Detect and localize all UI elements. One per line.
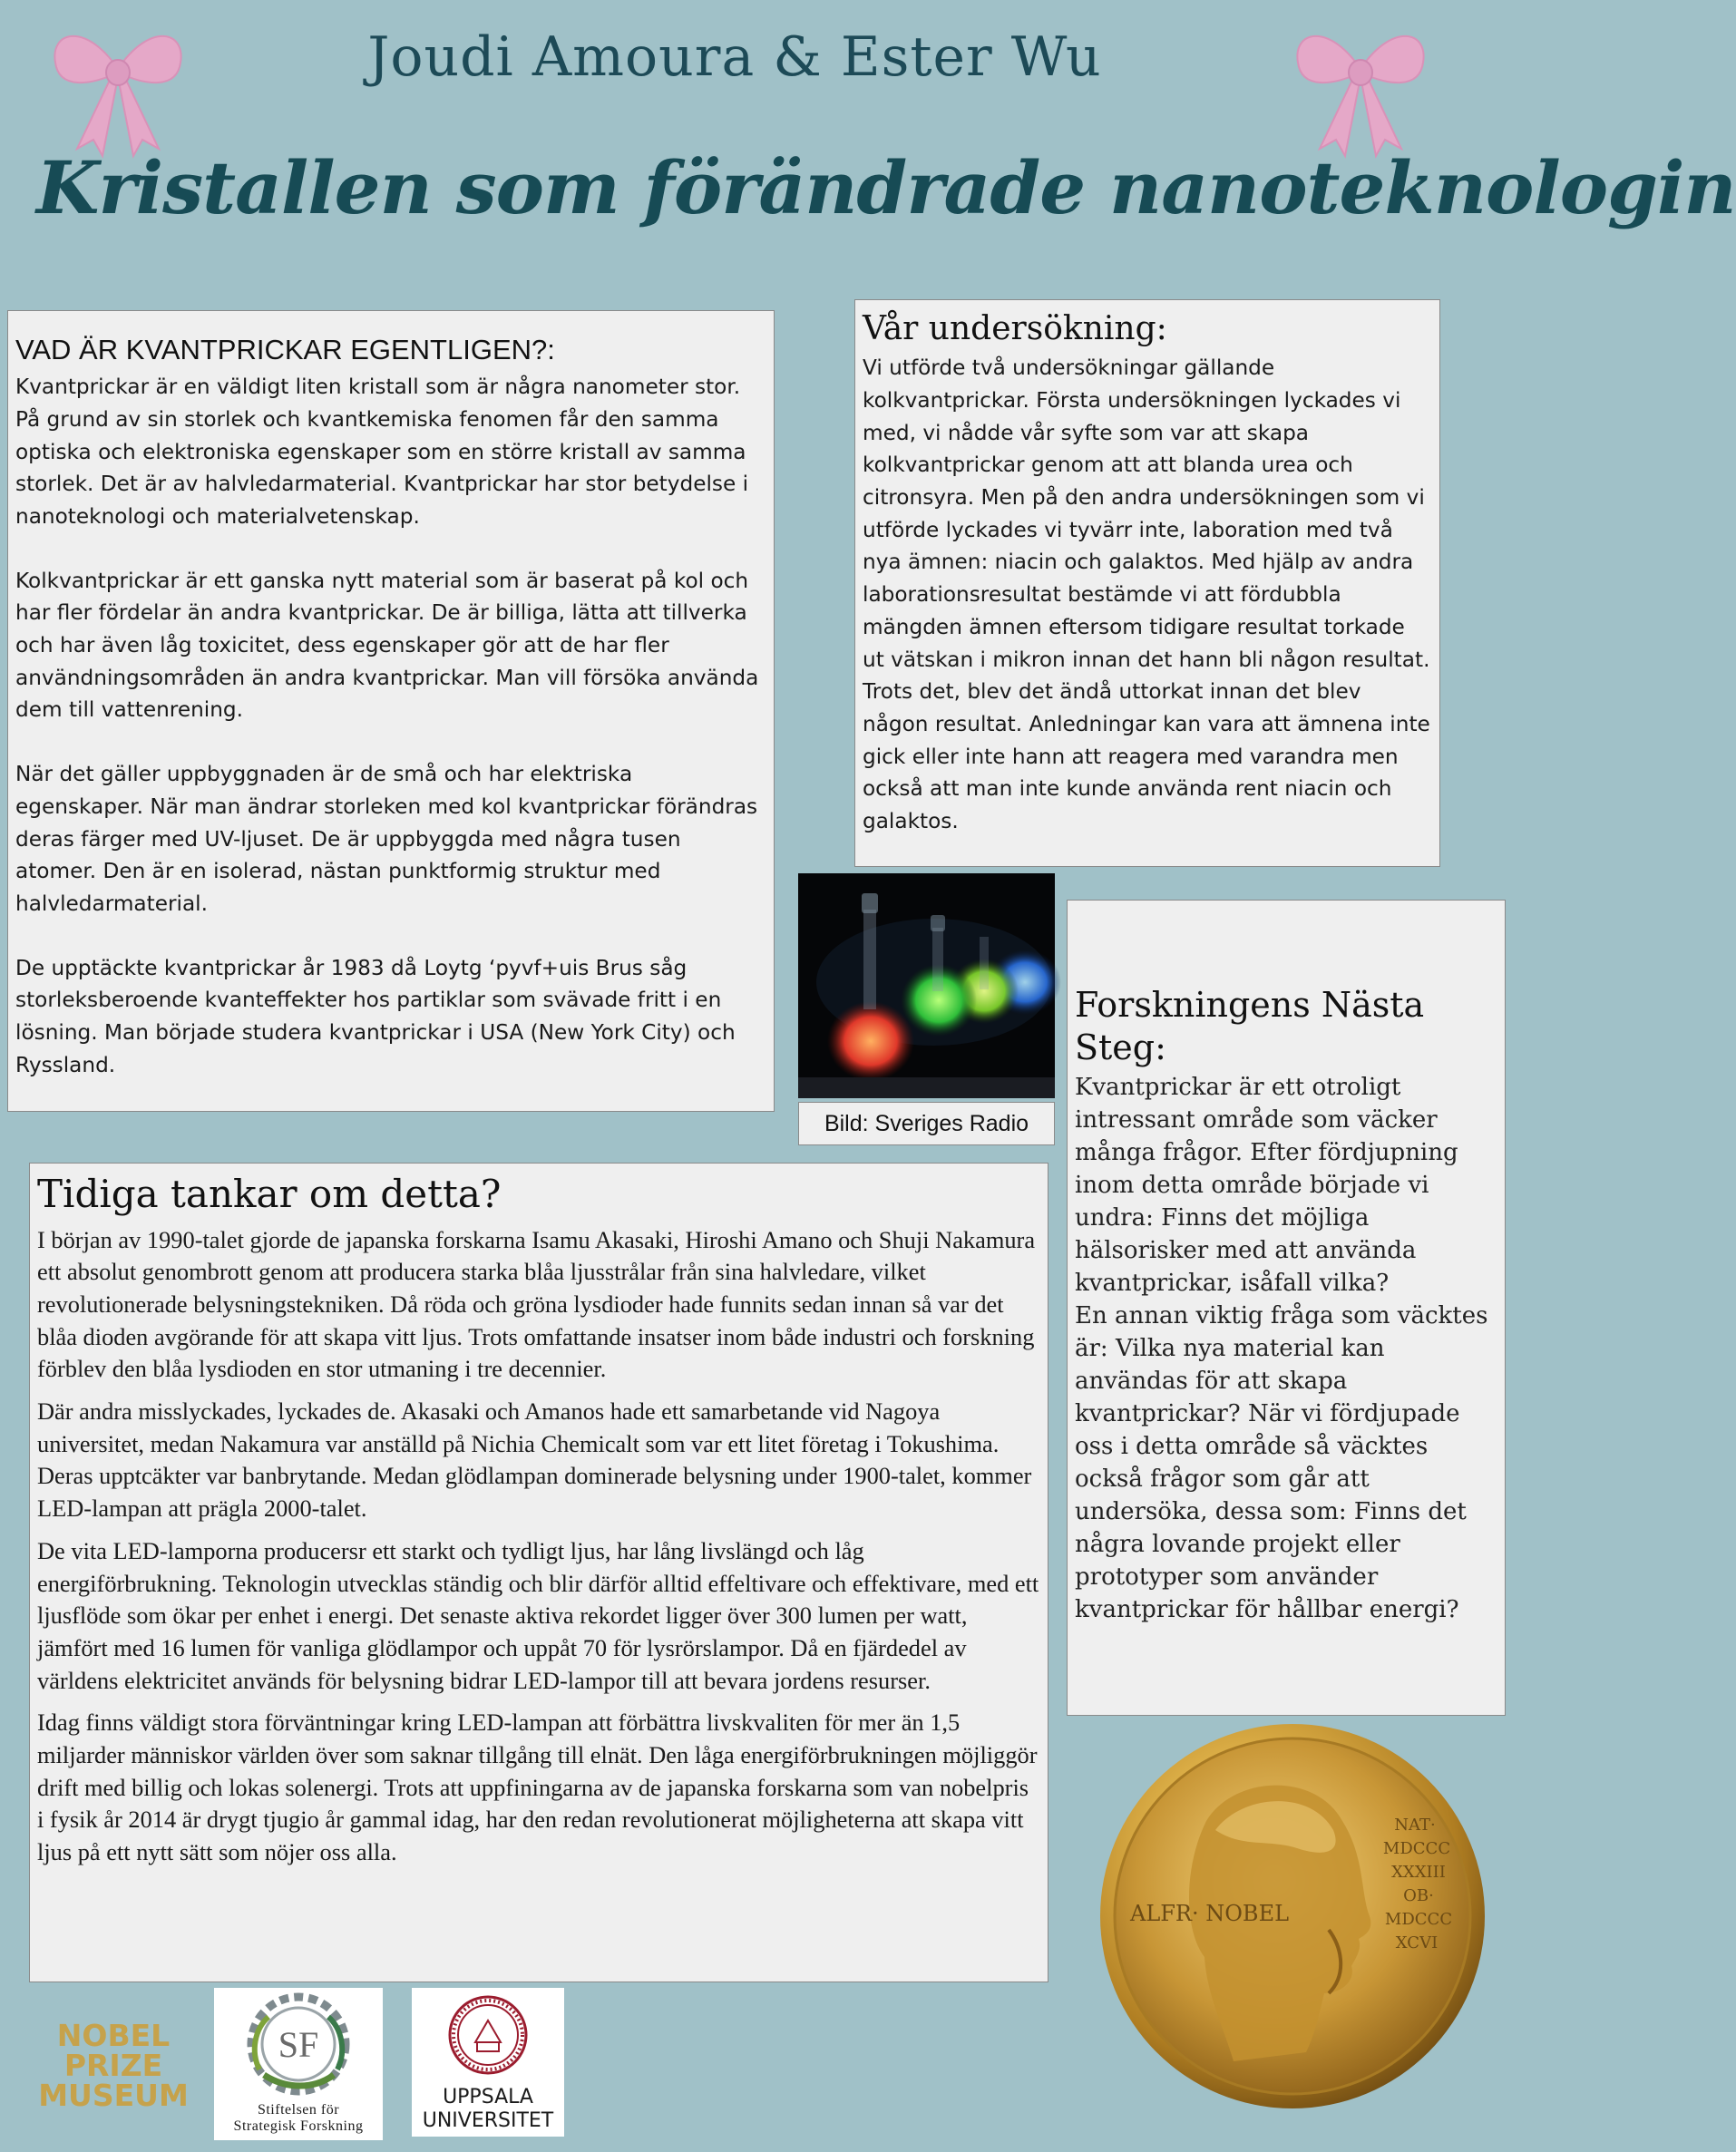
kvantprickar-heading: VAD ÄR KVANTPRICKAR EGENTLIGEN?:	[15, 334, 555, 365]
kvantprickar-paragraph: De upptäckte kvantprickar år 1983 då Loytg ‘pyvf+uis Brus såg storleksberoende kvanteffekter hos partiklar som svävade fritt i en lösning. Man började studera kvantprickar i USA (New York City) och Ryssland.	[15, 955, 736, 1077]
ssf-emblem-icon	[214, 1988, 383, 2102]
medal-inscription-right: XXXIII	[1391, 1863, 1446, 1882]
photo-caption: Bild: Sveriges Radio	[798, 1102, 1055, 1145]
medal-inscription-right: XCVI	[1395, 1933, 1439, 1952]
ssf-logo-line: Stiftelsen för	[257, 2102, 340, 2118]
medal-inscription-right: MDCCC	[1384, 1910, 1453, 1929]
flasks-illustration	[798, 873, 1055, 1098]
tidiga-tankar-heading: Tidiga tankar om detta?	[37, 1172, 502, 1216]
tidiga-tankar-paragraph: Idag finns väldigt stora förväntningar kring LED-lampan att förbättra livskvaliten för mer än 1,5 miljarder människor världen över som saknar tillgång till elnät. Den låga energiförbrukningen möjliggör drift med billig och lokas solenergi. Trots att uppfiningarna av de japanska forskarna som van nobelpris i fysik år 2014 är drygt tjugio år gammal idag, har den redan revolutionerat möjligheterna att skapa vitt ljus på ett nytt sätt som nöjer oss alla.	[37, 1709, 1038, 1866]
nasta-steg-paragraph: En annan viktig fråga som väcktes är: Vilka nya material kan användas för att skapa kvantprickar? När vi fördjupade oss i detta område så väcktes också frågor som går att undersöka, dessa som: Finns det några lovande projekt eller prototyper som använder kvantprickar för hållbar energi?	[1075, 1302, 1488, 1623]
tidiga-tankar-box	[29, 1163, 1048, 1982]
tidiga-tankar-paragraph: De vita LED-lamporna producersr ett starkt och tydligt ljus, har lång livslängd och låg energiförbrukning. Teknologin utvecklas ständig och blir därför alltid effeltivare och effektivare, med ett ljusflöde som ökar per enhet i energi. Det senaste aktiva rekordet ligger över 300 lumen per watt, jämfört med 16 lumen för vanliga glödlampor och uppåt 70 för lysrörslampor. Då en fjärdedel av världens elektricitet används för belysning bidrar LED-lampor till att bevara jordens resurser.	[37, 1536, 1039, 1694]
uppsala-logo-line: UPPSALA	[443, 2086, 533, 2108]
kvantprickar-paragraph: Kvantprickar är en väldigt liten kristall som är några nanometer stor. På grund av sin storlek och kvantkemiska fenomen får den samma optiska och elektroniska egenskaper som en större kristall av samma storlek. Det är av halvledarmaterial. Kvantprickar har stor betydelse i nanoteknologi och materialvetenskap.	[15, 375, 749, 529]
medal-inscription-right: MDCCC	[1382, 1839, 1451, 1858]
kvantprickar-paragraph: När det gäller uppbyggnaden är de små och har elektriska egenskaper. När man ändrar storleken med kol kvantprickar förändras deras färger med UV-ljuset. De är uppbyggda med några tusen atomer. Den är en isolerad, nästan punktformig struktur med halvledarmaterial.	[15, 762, 758, 916]
poster-authors: Joudi Amoura & Ester Wu	[367, 25, 1102, 89]
tidiga-tankar-paragraph: I början av 1990-talet gjorde de japanska forskarna Isamu Akasaki, Hiroshi Amano och Shuji Nakamura ett absolut genombrott genom att producera starka blåa ljusstrålar från sina halvledare, vilket revolutionerade belysningstekniken. Då röda och gröna lysdioder hade funnits sedan innan så var det blåa dioden avgörande för att skapa vitt ljus. Trots omfattande insatser inom både industri och forskning förblev den blåa lysdioden en stor utmaning i tre decennier.	[37, 1225, 1036, 1383]
kvantprickar-paragraph: Kolkvantprickar är ett ganska nytt material som är baserat på kol och har fler fördelar än andra kvantprickar. De är billiga, lätta att tillverka och har även låg toxicitet, dess egenskaper gör att de har fler användningsområden än andra kvantprickar. Man vill försöka använda dem till vattenrening.	[15, 568, 759, 723]
nasta-steg-box	[1067, 900, 1506, 1716]
undersokning-heading: Vår undersökning:	[863, 310, 1167, 347]
undersokning-text: Vi utförde två undersökningar gällande kolkvantprickar. Första undersökningen lyckades vi med, vi nådde vår syfte som var att skapa kolkvantprickar genom att att blanda urea och citronsyra. Men på den andra undersökningen som vi utförde lyckades vi tyvärr inte, laboration med två nya ämnen: niacin och galaktos. Med hjälp av andra laborationsresultat bestämde vi att fördubbla mängden ämnen eftersom tidigare resultat torkade ut vätskan i mikron innan det hann bli någon resultat. Trots det, blev det ändå uttorkat innan det blev någon resultat. Anledningar kan vara att ämnena inte gick eller inte hann att reagera med varandra men också att man inte kunde använda rent niacin och galaktos.	[863, 355, 1430, 834]
nobel-logo-line: NOBEL	[56, 2018, 171, 2053]
medal-inscription-left: ALFR· NOBEL	[1130, 1901, 1290, 1926]
nasta-steg-paragraph: Kvantprickar är ett otroligt intressant område som väcker många frågor. Efter fördjupning inom detta område började vi undra: Finns det möjliga hälsorisker med att använda kvantprickar, isåfall vilka?	[1075, 1074, 1458, 1297]
uppsala-seal-icon	[412, 1988, 564, 2082]
tidiga-tankar-paragraph: Där andra misslyckades, lyckades de. Akasaki och Amanos hade ett samarbetande vid Nagoya universitet, medan Nakamura var anställd på Nichia Chemicalt som var ett litet företag i Tokushima. Deras upptcäkter var banbrytande. Medan glödlampan dominerade belysning under 1900-talet, kommer LED-lampan att prägla 2000-talet.	[37, 1397, 1032, 1523]
nobel-logo-line: MUSEUM	[38, 2078, 189, 2113]
medal-inscription-right: OB·	[1403, 1886, 1434, 1905]
nobel-logo-line: PRIZE	[63, 2048, 163, 2083]
poster-title: Kristallen som förändrade nanoteknologin	[36, 145, 1736, 230]
ssf-logo-line: Strategisk Forskning	[233, 2118, 364, 2134]
uppsala-logo-line: UNIVERSITET	[422, 2109, 554, 2132]
medal-inscription-right: NAT·	[1394, 1816, 1436, 1835]
nobel-prize-museum-logo	[27, 2018, 200, 2113]
ssf-logo	[214, 1988, 383, 2140]
quantum-dot-flasks-photo	[798, 873, 1055, 1098]
nasta-steg-heading: Forskningens Nästa Steg:	[1075, 985, 1425, 1067]
uppsala-logo-text	[412, 2086, 564, 2133]
uppsala-universitet-logo	[412, 1988, 564, 2137]
nobel-medal-image	[1097, 1721, 1487, 2111]
kvantprickar-box	[7, 310, 775, 1112]
ssf-logo-text	[214, 2102, 383, 2135]
undersokning-box	[854, 299, 1440, 867]
ssf-monogram: SF	[278, 2024, 319, 2065]
